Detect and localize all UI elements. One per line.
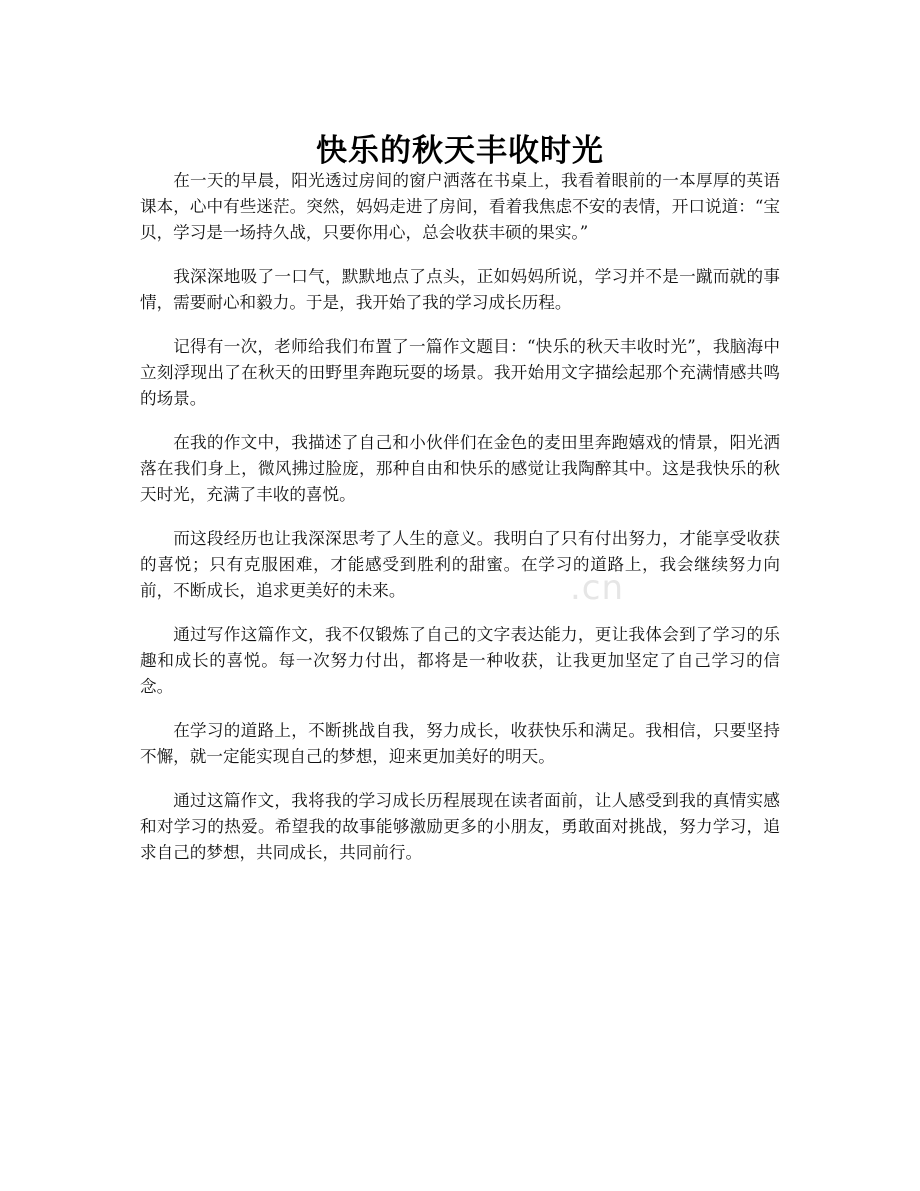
paragraph-6: 通过写作这篇作文，我不仅锻炼了自己的文字表达能力，更让我体会到了学习的乐趣和成长的喜悦。每一次努力付出，都将是一种收获，让我更加坚定了自己学习的信念。	[140, 625, 780, 696]
watermark: .cn	[570, 568, 625, 608]
paragraph-8: 通过这篇作文，我将我的学习成长历程展现在读者面前，让人感受到我的真情实感和对学习的热爱。希望我的故事能够激励更多的小朋友，勇敢面对挑战，努力学习，追求自己的梦想，共同成长，共同前行。	[140, 791, 780, 862]
paragraph-5: 而这段经历也让我深深思考了人生的意义。我明白了只有付出努力，才能享受收获的喜悦；只有克服困难，才能感受到胜利的甜蜜。在学习的道路上，我会继续努力向前，不断成长，追求更美好的未来。	[140, 529, 780, 600]
paragraph-3: 记得有一次，老师给我们布置了一篇作文题目：“快乐的秋天丰收时光”，我脑海中立刻浮现出了在秋天的田野里奔跑玩耍的场景。我开始用文字描绘起那个充满情感共鸣的场景。	[140, 337, 780, 408]
paragraph-1: 在一天的早晨，阳光透过房间的窗户洒落在书桌上，我看着眼前的一本厚厚的英语课本，心中有些迷茫。突然，妈妈走进了房间，看着我焦虑不安的表情，开口说道：“宝贝，学习是一场持久战，只要你用心，总会收获丰硕的果实。”	[140, 171, 780, 242]
paragraph-2: 我深深地吸了一口气，默默地点了点头，正如妈妈所说，学习并不是一蹴而就的事情，需要耐心和毅力。于是，我开始了我的学习成长历程。	[140, 267, 780, 312]
paragraph-7: 在学习的道路上，不断挑战自我，努力成长，收获快乐和满足。我相信，只要坚持不懈，就一定能实现自己的梦想，迎来更加美好的明天。	[140, 721, 780, 766]
paragraph-4: 在我的作文中，我描述了自己和小伙伴们在金色的麦田里奔跑嬉戏的情景，阳光洒落在我们身上，微风拂过脸庞，那种自由和快乐的感觉让我陶醉其中。这是我快乐的秋天时光，充满了丰收的喜悦。	[140, 433, 780, 504]
document-body	[140, 168, 780, 884]
document-title: 快乐的秋天丰收时光	[316, 132, 604, 169]
